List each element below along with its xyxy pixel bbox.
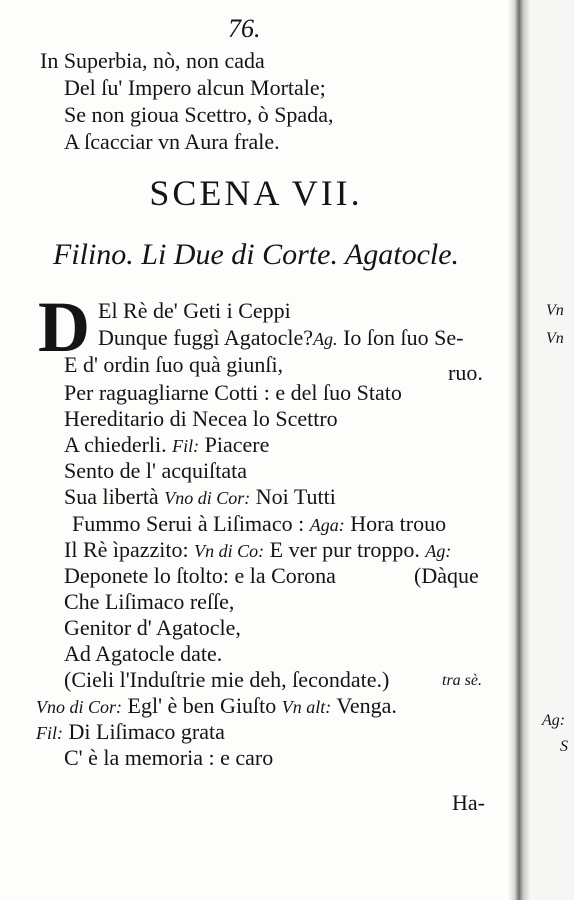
stage-direction: tra sè.	[442, 672, 482, 689]
text: Di Liſimaco grata	[63, 719, 225, 744]
book-gutter	[508, 0, 530, 900]
verse-line: Se non gioua Scettro, ò Spada,	[64, 102, 334, 127]
text: El Rè de' Geti i Ceppi	[98, 298, 291, 323]
dialogue-line	[98, 325, 463, 352]
text: Sua libertà	[64, 484, 165, 509]
text: Hora trouo	[344, 511, 447, 536]
dialogue-line	[64, 484, 336, 511]
dialogue-turnover: ruo.	[448, 360, 483, 385]
speaker: Ag:	[425, 541, 452, 561]
verse-line: In Superbia, nò, non cada	[40, 48, 265, 73]
dialogue-line: C' è la memoria : e caro	[64, 745, 274, 770]
text: A chiederli.	[64, 432, 173, 457]
dialogue-line: Che Liſimaco reſſe,	[64, 589, 235, 614]
speaker: Vno di Cor:	[36, 697, 123, 717]
facing-page-fragment: S	[560, 738, 568, 755]
dialogue-line	[36, 693, 397, 720]
dialogue-line: Per raguagliarne Cotti : e del ſuo Stato	[64, 380, 402, 405]
text: Dunque fuggì Agatocle?	[98, 325, 314, 350]
text: Venga.	[331, 693, 397, 718]
dialogue-line	[64, 352, 283, 378]
dialogue-line: Hereditario di Necea lo Scettro	[64, 406, 338, 431]
dialogue-line: Sento de l' acquiſtata	[64, 458, 247, 483]
speaker: Vn di Co:	[194, 541, 265, 561]
dialogue-line: (Cieli l'Induſtrie mie deh, ſecondate.)	[64, 667, 390, 692]
text: E d' ordin ſuo quà giunſi,	[64, 352, 284, 377]
text: Il Rè ìpazzito:	[64, 537, 195, 562]
dialogue-line	[98, 298, 291, 324]
dialogue-line: Genitor d' Agatocle,	[64, 615, 241, 640]
speaker: Vno di Cor:	[164, 488, 251, 508]
speaker: Ag.	[313, 329, 338, 349]
speaker: Fil:	[172, 436, 200, 456]
text: Io ſon ſuo Se-	[337, 325, 464, 350]
text: Piacere	[199, 432, 270, 457]
verse-line: Del ſu' Impero alcun Mortale;	[64, 75, 326, 100]
dialogue-line	[36, 719, 225, 746]
speaker: Aga:	[309, 515, 345, 535]
facing-page-fragment: Vn	[546, 330, 564, 347]
facing-page-fragment: Ag:	[542, 712, 566, 729]
catchword: Ha-	[452, 790, 485, 815]
scene-title: SCENA VII.	[149, 173, 363, 213]
dialogue-line	[64, 432, 269, 459]
speaker: Fil:	[36, 723, 63, 743]
facing-page-fragment: Vn	[546, 302, 564, 319]
page-number: 76.	[228, 14, 261, 43]
dialogue-turnover: (Dàque	[414, 563, 479, 588]
dialogue-line: Ad Agatocle date.	[64, 641, 223, 666]
scene-characters: Filino. Li Due di Corte. Agatocle.	[52, 238, 460, 271]
drop-capital: D	[38, 287, 90, 367]
text: Egl' è ben Giuſto	[122, 693, 282, 718]
text: Noi Tutti	[250, 484, 336, 509]
verse-line: A ſcacciar vn Aura frale.	[64, 129, 280, 154]
dialogue-line: Deponete lo ſtolto: e la Corona	[64, 563, 336, 588]
text: Fummo Serui à Liſimaco :	[72, 511, 310, 536]
dialogue-line	[64, 537, 451, 564]
facing-page	[530, 0, 574, 900]
speaker: Vn alt:	[281, 697, 332, 717]
text: E ver pur troppo.	[264, 537, 426, 562]
dialogue-line	[72, 511, 446, 538]
